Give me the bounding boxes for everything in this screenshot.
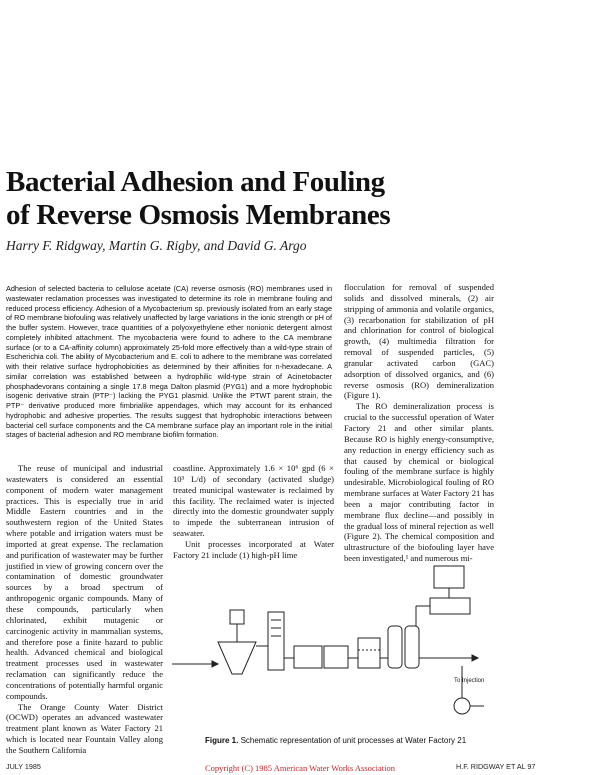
copyright-notice: Copyright (C) 1985 American Water Works Association (204, 763, 395, 773)
intro-paragraph-3: coastline. Approximately 1.6 × 10⁶ gpd (6 × 10³ L/d) of secondary (activated sludge) treated municipal wastewater is reclaimed by this facility. The reclaimed water is injected directly into the domestic groundwater supply to impede the subterranean intrusion of seawater. (173, 463, 334, 539)
chlorination-basin (324, 646, 348, 668)
figure-caption-text: Schematic representation of unit processes at Water Factory 21 (238, 736, 467, 745)
injection-well (454, 698, 470, 714)
figure-1-schematic (172, 546, 496, 733)
gac-column-2 (405, 626, 419, 668)
footer-issue-date: JULY 1985 (6, 762, 41, 771)
feed-arrow (212, 661, 218, 667)
multimedia-filter (358, 638, 380, 668)
gac-column-1 (388, 626, 402, 668)
right-paragraph-2: The RO demineralization process is crucial to the successful operation of Water Factory 21 and other similar plants. Because RO is highly energy-consumptive, any reduction in energy efficiency such as that caused by chemical or biological fouling of the membrane surface is highly undesirable. Microbiological fouling of RO membrane surfaces at Water Factory 21 has been a major contributing factor in membrane flux decline—and possibly in the gradual loss of mineral rejection as well (Figure 2). The chemical composition and ultrastructure of the biofouling layer have been investigated,¹ and numerous mi- (344, 401, 494, 564)
article-title (6, 166, 426, 232)
recarbonation-basin (294, 646, 322, 668)
figure-caption-label: Figure 1. (205, 736, 239, 745)
to-injection-label: To Injection (454, 678, 485, 684)
right-paragraph-1: flocculation for removal of suspended solids and dissolved minerals, (2) air stripping of ammonia and volatile organics, (3) recarbonation for stabilization of pH and chlorination for control of biological growth, (4) multimedia filtration for removal of suspended particles, (5) granular activated carbon (GAC) adsorption of dissolved organics, and (6) reverse osmosis (RO) demineralization (Figure 1). (344, 282, 494, 401)
abstract: Adhesion of selected bacteria to cellulose acetate (CA) reverse osmosis (RO) membranes used in wastewater reclamation processes was investigated to determine its role in membrane fouling and reduced process efficiency. Adhesion of a Mycobacterium sp. previously isolated from an early stage of RO membrane biofouling was relatively unaffected by large variations in the ionic strength or pH of the buffer system. However, trace quantities of a polyoxyethylene ether nonionic detergent almost completely inhibited attachment. The mycobacteria were found to adhere to the CA membrane surface (or to a CA-affinity column) approximately 25-fold more effectively than a wild-type strain of Escherichia coli. The ability of Mycobacterium and E. coli to adhere to the membrane was correlated with their relative surface hydrophobicities as determined by their affinities for n-hexadecane. A similar correlation was established between a hydrophilic wild-type strain of Acinetobacter phosphadevorans containing a single 17.8 mega Dalton plasmid (PYG1) and a more hydrophobic isogenic derivative strain (PTP⁻) lacking the PYG1 plasmid. Unlike the PTWT parent strain, the PTP⁻ derivative produced more fimbrialike appendages, which may account for its enhanced hydrophobic and adhesive properties. The results suggest that hydrophobic interactions between bacterial cell surface components and the CA membrane surface play an important role in the initial stages of bacterial adhesion and RO membrane biofilm formation. (6, 284, 332, 440)
ro-unit-upper (430, 598, 470, 614)
right-column (344, 282, 494, 564)
process-schematic (172, 546, 496, 733)
intro-paragraph-4: Unit processes incorporated at Water Factory 21 include (1) high-pH lime (173, 538, 334, 560)
footer-author-page: H.F. RIDGWAY ET AL 97 (456, 762, 536, 771)
ro-storage-tank (434, 566, 464, 588)
lime-clarifier (218, 642, 256, 674)
article-title-line-2: of Reverse Osmosis Membranes (6, 199, 391, 231)
lime-feed-tank (230, 610, 244, 624)
intro-paragraph-2: The Orange County Water District (OCWD) operates an advanced wastewater treatment plant known as Water Factory 21 which is located near Fountain Valley along the Southern California (6, 701, 163, 755)
figure-caption (205, 736, 505, 745)
air-stripping-tower (268, 612, 284, 670)
intro-column-1 (6, 463, 163, 756)
injection-arrow (472, 655, 478, 661)
authors: Harry F. Ridgway, Martin G. Rigby, and David G. Argo (6, 238, 307, 253)
article-title-line-1: Bacterial Adhesion and Fouling (6, 166, 385, 198)
intro-paragraph-1: The reuse of municipal and industrial wastewaters is considered an essential component of modern water management practices. This is especially true in arid Middle Eastern countries and in the southwestern region of the United States where potable and irrigation waters must be imported at great expense. The reclamation and purification of wastewater may be further justified in view of growing concern over the contamination of domestic groundwater sources by a broad spectrum of anthropogenic organic compounds. Many of these compounds, particularly when chlorinated, exhibit mutagenic or carcinogenic activity in mammalian systems, and therefore pose a finite hazard to public health. Advanced chemical and biological treatment processes used in wastewater reclamation can significantly reduce the concentrations of potentially harmful organic compounds. (6, 463, 163, 701)
